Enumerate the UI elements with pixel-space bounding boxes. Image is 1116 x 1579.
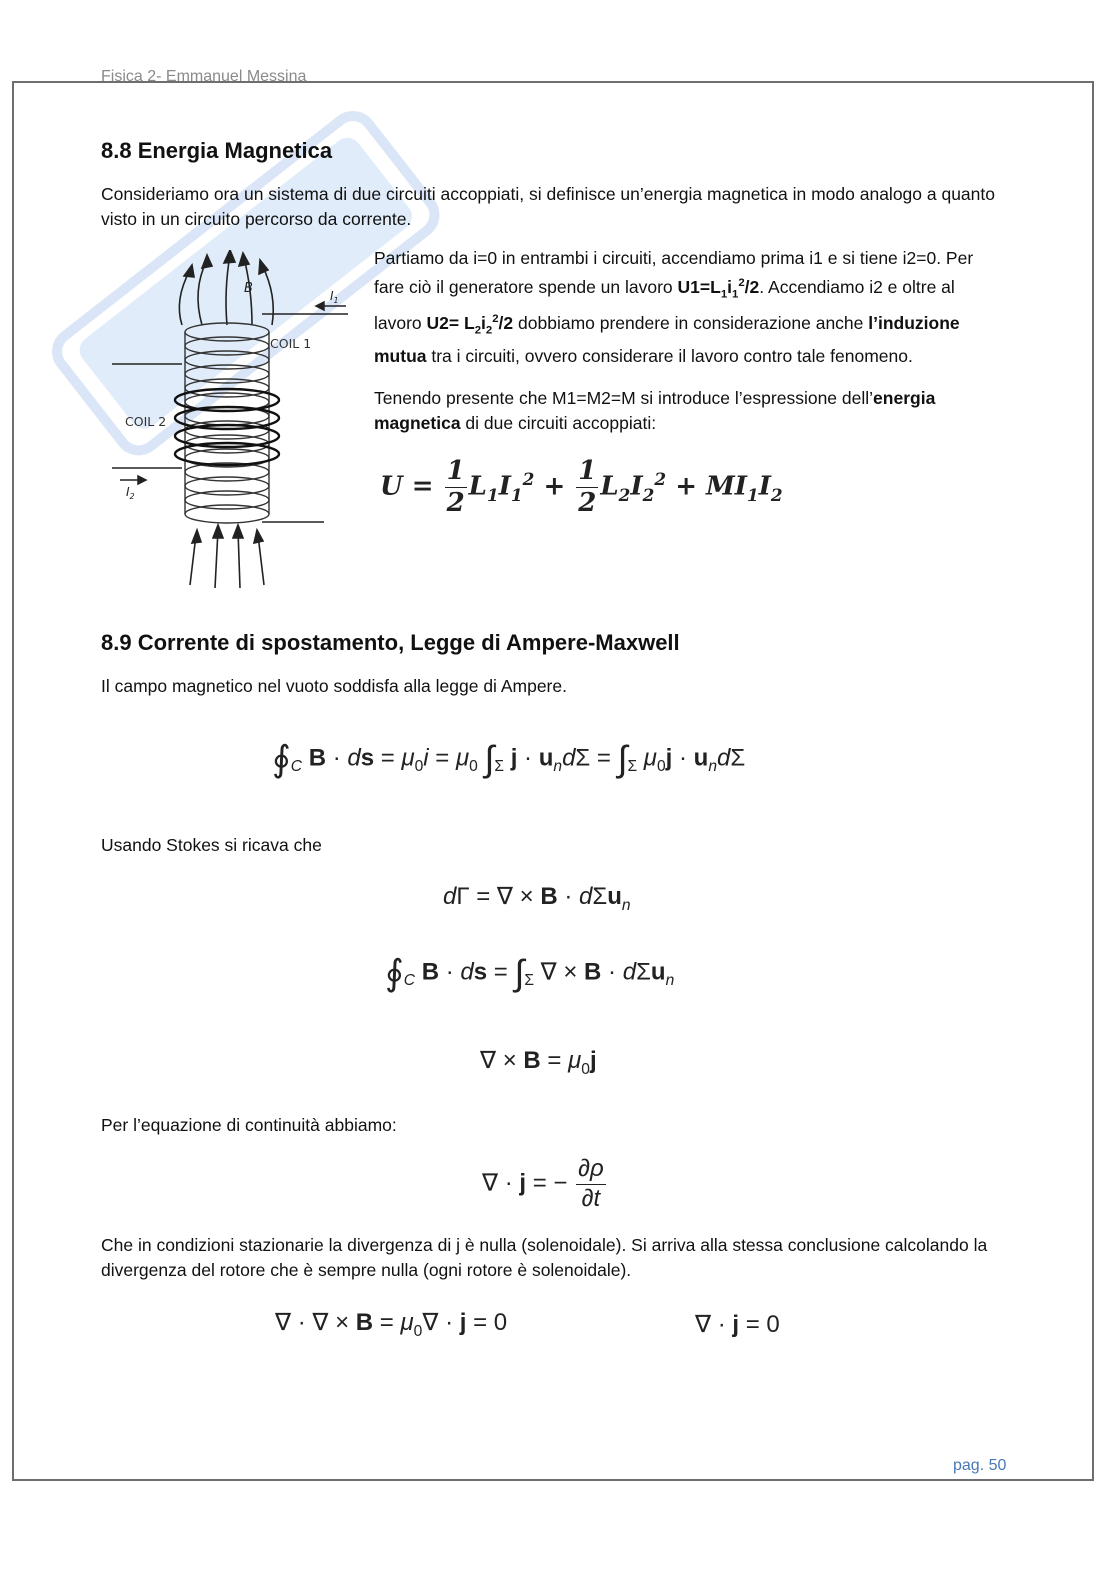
- current-label-i2: $I_2$: [126, 485, 135, 501]
- current-label-i1: $I_1$: [330, 289, 339, 305]
- section-8-8-energy-paragraph: Tenendo presente che M1=M2=M si introduce l’espressione dell’energia magnetica di due circuiti accoppiati:: [374, 388, 936, 433]
- coil1-label: COIL 1: [270, 336, 312, 351]
- page-header: Fisica 2- Emmanuel Messina: [101, 68, 307, 85]
- section-8-9-stationary-text: Che in condizioni stazionarie la divergenza di j è nulla (solenoidale). Si arriva alla stessa conclusione calcolando la divergenza del rotore che è sempre nulla (ogni rotore è solenoidale).: [101, 1235, 988, 1280]
- dgamma-equation: dΓ = ∇ × B · dΣu$_n$: [443, 883, 631, 914]
- coil2-label: COIL 2: [125, 414, 167, 429]
- divergence-curl-equation: ∇ · ∇ × $B = \mu_0\nabla \cdot j = 0$: [275, 1309, 508, 1340]
- stokes-equation: $∮_C$ B · ds = $\int_\Sigma$ ∇ × B · dΣu$_n$: [385, 952, 675, 993]
- ampere-law-equation: $∮_C$ B · ds = $\mu_0i = \mu_0$ $\int_\Sigma$ $j \cdot u_nd\Sigma = \int_\Sigma$ $\mu_0j \cdot u_nd\Sigma$: [272, 738, 746, 779]
- section-8-9-ampere-text: Il campo magnetico nel vuoto soddisfa alla legge di Ampere.: [101, 676, 567, 696]
- magnetic-energy-equation: U = $\frac{1}{2}$ $L_1I_1^2$ + $\frac{1}{2}$ $L_2I_2^2 + MI_1I_2$: [380, 456, 783, 519]
- section-title-8-8: 8.8 Energia Magnetica: [101, 138, 333, 163]
- section-8-9-continuity-text: Per l’equazione di continuità abbiamo:: [101, 1115, 397, 1135]
- section-8-8-intro: Consideriamo ora un sistema di due circuiti accoppiati, si definisce un’energia magnetica in modo analogo a quanto visto in un circuito percorso da corrente.: [101, 184, 995, 229]
- continuity-equation: ∇ · j = − $\frac{\partial\rho}{\partial t}$: [482, 1155, 604, 1212]
- field-label-b: B: [244, 281, 253, 296]
- divergence-j-equation: ∇ · j = 0: [695, 1311, 780, 1338]
- section-8-9-stokes-text: Usando Stokes si ricava che: [101, 835, 322, 855]
- coil-figure: [112, 250, 352, 590]
- curl-b-equation: ∇ × $B = \mu_0j$: [480, 1047, 597, 1078]
- section-title-8-9: 8.9 Corrente di spostamento, Legge di Ampere-Maxwell: [101, 630, 680, 655]
- section-8-8-work-paragraph: Partiamo da i=0 in entrambi i circuiti, accendiamo prima i1 e si tiene i2=0. Per fare ciò il generatore spende un lavoro $U1=L_1i_1^2/2$. Accendiamo i2 e oltre al lavoro $U2= L_2i_2^2/2$ dobbiamo prendere in considerazione anche l’induzione mutua tra i circuiti, ovvero considerare il lavoro contro tale fenomeno.: [374, 248, 974, 366]
- page-number: pag. 50: [953, 1457, 1007, 1474]
